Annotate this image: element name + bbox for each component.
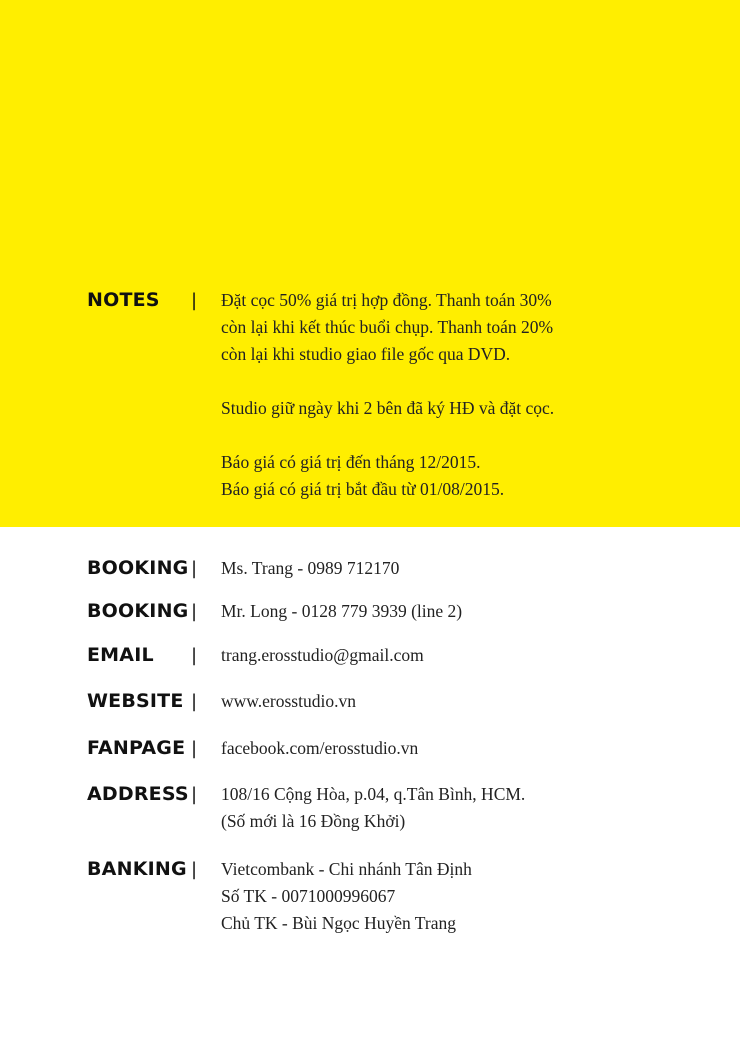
fanpage-separator: | (191, 738, 198, 759)
notes-line: Báo giá có giá trị bắt đầu từ 01/08/2015. (221, 479, 505, 499)
notes-line: Báo giá có giá trị đến tháng 12/2015. (221, 452, 481, 472)
address-line: 108/16 Cộng Hòa, p.04, q.Tân Bình, HCM. (221, 784, 526, 804)
fanpage-label: FANPAGE (87, 737, 186, 759)
notes-label: NOTES (87, 289, 160, 311)
banking-line: Chủ TK - Bùi Ngọc Huyền Trang (221, 913, 456, 933)
notes-line: Studio giữ ngày khi 2 bên đã ký HĐ và đặt cọc. (221, 398, 555, 418)
address-separator: | (191, 784, 198, 805)
address-value (221, 781, 525, 835)
website-label: WEBSITE (87, 690, 184, 712)
banking-value (221, 856, 472, 937)
notes-line: còn lại khi studio giao file gốc qua DVD. (221, 344, 511, 364)
banking-separator: | (191, 859, 198, 880)
email-separator: | (191, 645, 198, 666)
notes-line: còn lại khi kết thúc buổi chụp. Thanh toán 20% (221, 317, 554, 337)
notes-separator: | (191, 290, 198, 311)
fanpage-value (221, 735, 418, 762)
fanpage-url: facebook.com/erosstudio.vn (221, 738, 419, 758)
booking-value (221, 598, 462, 625)
booking-value (221, 555, 399, 582)
booking-separator: | (191, 601, 198, 622)
booking-phone: Mr. Long - 0128 779 3939 (line 2) (221, 601, 463, 621)
booking-label: BOOKING (87, 557, 189, 579)
booking-label: BOOKING (87, 600, 189, 622)
address-line: (Số mới là 16 Đồng Khởi) (221, 811, 406, 831)
banking-line: Số TK - 0071000996067 (221, 886, 396, 906)
email-label: EMAIL (87, 644, 154, 666)
email-value (221, 642, 424, 669)
banking-label: BANKING (87, 858, 187, 880)
booking-phone: Ms. Trang - 0989 712170 (221, 558, 400, 578)
booking-separator: | (191, 558, 198, 579)
banking-line: Vietcombank - Chi nhánh Tân Định (221, 859, 472, 879)
website-url: www.erosstudio.vn (221, 691, 356, 711)
website-value (221, 688, 356, 715)
notes-text (221, 287, 554, 503)
notes-line: Đặt cọc 50% giá trị hợp đồng. Thanh toán 30% (221, 290, 552, 310)
address-label: ADDRESS (87, 783, 189, 805)
email-address: trang.erosstudio@gmail.com (221, 645, 424, 665)
website-separator: | (191, 691, 198, 712)
